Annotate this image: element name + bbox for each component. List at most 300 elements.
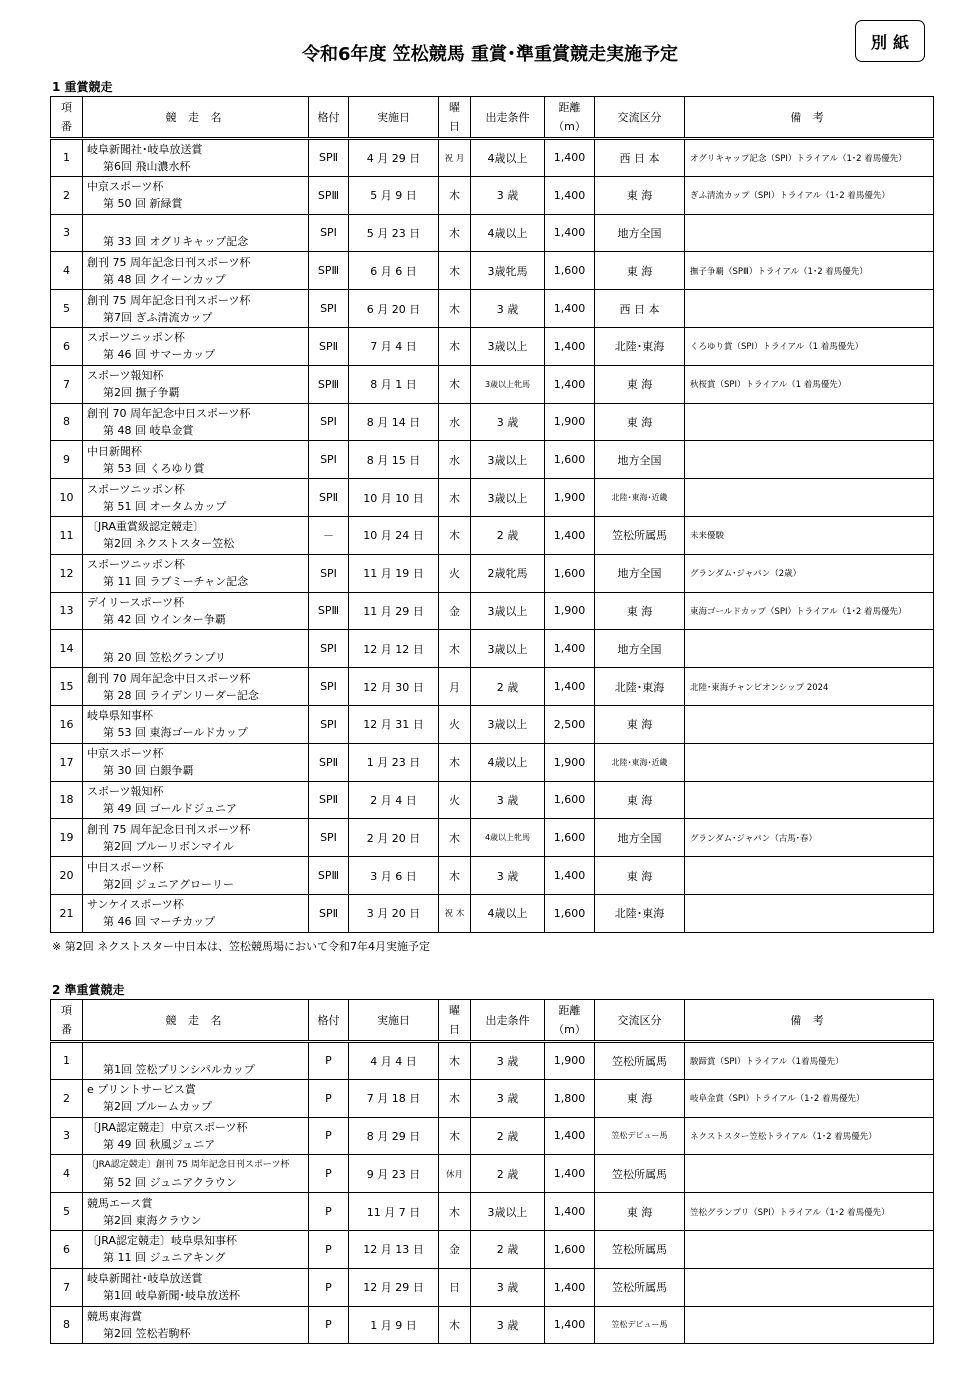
note-cell: 未来優駿	[685, 516, 934, 554]
page-title: 令和6年度 笠松競馬 重賞･準重賞競走実施予定	[301, 44, 679, 65]
exchange-cell: 北陸･東海･近畿	[595, 479, 685, 517]
race-name	[83, 1117, 309, 1155]
row-number: 5	[51, 1193, 83, 1231]
race-name	[83, 630, 309, 668]
header-distance: 距離 （m）	[545, 1000, 595, 1042]
date-cell: 1 月 9 日	[349, 1306, 439, 1344]
condition-cell: 4歳以上	[471, 214, 545, 252]
race-sponsor: 中日スポーツ杯	[87, 860, 164, 874]
race-name	[83, 327, 309, 365]
table-row	[51, 630, 934, 668]
row-number: 9	[51, 441, 83, 479]
grade-cell: SPⅢ	[309, 857, 349, 895]
race-title: 第1回 笠松プリンシパルカップ	[103, 1062, 255, 1076]
distance-cell: 1,400	[545, 1193, 595, 1231]
date-cell: 12 月 31 日	[349, 705, 439, 743]
row-number: 20	[51, 857, 83, 895]
attachment-badge: 別紙	[855, 20, 925, 62]
date-cell: 8 月 14 日	[349, 403, 439, 441]
race-sponsor	[87, 1044, 308, 1061]
weekday-cell: 休月	[439, 1155, 471, 1193]
row-number: 8	[51, 1306, 83, 1344]
row-number: 6	[51, 1230, 83, 1268]
distance-cell: 1,400	[545, 327, 595, 365]
condition-cell: 2 歳	[471, 668, 545, 706]
exchange-cell: 西 日 本	[595, 290, 685, 328]
date-cell: 8 月 29 日	[349, 1117, 439, 1155]
grade-cell: P	[309, 1306, 349, 1344]
condition-cell: 3歳以上	[471, 705, 545, 743]
race-title: 第 30 回 白銀争覇	[103, 764, 194, 778]
race-title: 第2回 撫子争覇	[103, 386, 180, 400]
date-cell: 2 月 4 日	[349, 781, 439, 819]
condition-cell: 3 歳	[471, 403, 545, 441]
date-cell: 8 月 15 日	[349, 441, 439, 479]
date-cell: 8 月 1 日	[349, 365, 439, 403]
race-title: 第 46 回 マーチカップ	[103, 915, 216, 929]
grade-cell: SPⅡ	[309, 894, 349, 932]
header-no: 項 番	[51, 97, 83, 139]
race-title: 第 11 回 ジュニアキング	[103, 1251, 226, 1265]
header-name: 競 走 名	[83, 1000, 309, 1042]
weekday-cell: 木	[439, 214, 471, 252]
exchange-cell: 笠松デビュー馬	[595, 1117, 685, 1155]
table-row	[51, 1079, 934, 1117]
race-name	[83, 743, 309, 781]
race-title: 第 48 回 岐阜金賞	[103, 423, 194, 437]
header-grade: 格付	[309, 1000, 349, 1042]
condition-cell: 3 歳	[471, 290, 545, 328]
exchange-cell: 北陸･東海	[595, 668, 685, 706]
header-exchange: 交流区分	[595, 1000, 685, 1042]
table-row	[51, 668, 934, 706]
exchange-cell: 北陸･東海	[595, 894, 685, 932]
exchange-cell: 地方全国	[595, 554, 685, 592]
date-cell: 6 月 20 日	[349, 290, 439, 328]
note-cell: 東海ゴールドカップ（SPⅠ）トライアル（1･2 着馬優先）	[685, 592, 934, 630]
race-sponsor: 岐阜新聞社･岐阜放送賞	[87, 1272, 203, 1286]
race-title: 第 53 回 くろゆり賞	[103, 461, 205, 475]
condition-cell: 3 歳	[471, 1079, 545, 1117]
row-number: 3	[51, 1117, 83, 1155]
race-sponsor: e プリントサービス賞	[87, 1083, 196, 1097]
race-title: 第 33 回 オグリキャップ記念	[103, 234, 249, 248]
table-row	[51, 705, 934, 743]
race-name	[83, 1042, 309, 1080]
exchange-cell: 笠松所属馬	[595, 1155, 685, 1193]
distance-cell: 1,400	[545, 365, 595, 403]
header-condition: 出走条件	[471, 1000, 545, 1042]
date-cell: 4 月 29 日	[349, 139, 439, 177]
date-cell: 3 月 20 日	[349, 894, 439, 932]
weekday-cell: 日	[439, 1268, 471, 1306]
grade-cell: SPⅠ	[309, 403, 349, 441]
date-cell: 4 月 4 日	[349, 1042, 439, 1080]
note-cell: 岐阜金賞（SPⅠ）トライアル（1･2 着馬優先）	[685, 1079, 934, 1117]
note-cell	[685, 403, 934, 441]
race-sponsor: 中日新聞杯	[87, 444, 142, 458]
exchange-cell: 西 日 本	[595, 139, 685, 177]
race-name	[83, 176, 309, 214]
grade-cell: SPⅡ	[309, 743, 349, 781]
date-cell: 11 月 19 日	[349, 554, 439, 592]
race-sponsor	[87, 216, 308, 233]
note-cell: くろゆり賞（SPⅠ）トライアル（1 着馬優先）	[685, 327, 934, 365]
row-number: 18	[51, 781, 83, 819]
condition-cell: 3歳以上	[471, 630, 545, 668]
table-row	[51, 290, 934, 328]
weekday-cell: 木	[439, 1042, 471, 1080]
note-cell	[685, 1306, 934, 1344]
table-row	[51, 743, 934, 781]
race-sponsor: 岐阜県知事杯	[87, 709, 153, 723]
weekday-cell: 木	[439, 290, 471, 328]
distance-cell: 1,400	[545, 214, 595, 252]
grade-cell: SPⅡ	[309, 781, 349, 819]
table-row	[51, 894, 934, 932]
exchange-cell: 地方全国	[595, 214, 685, 252]
grade-cell: SPⅠ	[309, 819, 349, 857]
weekday-cell: 木	[439, 1193, 471, 1231]
row-number: 15	[51, 668, 83, 706]
row-number: 21	[51, 894, 83, 932]
race-title: 第 52 回 ジュニアクラウン	[103, 1175, 237, 1189]
condition-cell: 3 歳	[471, 1306, 545, 1344]
condition-cell: 3 歳	[471, 176, 545, 214]
race-sponsor: 〔JRA重賞級認定競走〕	[87, 520, 204, 534]
weekday-cell: 月	[439, 668, 471, 706]
race-title: 第 28 回 ライデンリーダー記念	[103, 688, 259, 702]
race-name	[83, 894, 309, 932]
row-number: 11	[51, 516, 83, 554]
race-sponsor: スポーツニッポン杯	[87, 482, 185, 496]
race-sponsor: スポーツニッポン杯	[87, 558, 185, 572]
condition-cell: 3歳以上	[471, 441, 545, 479]
date-cell: 11 月 7 日	[349, 1193, 439, 1231]
weekday-cell: 木	[439, 516, 471, 554]
note-cell: 笠松グランプリ（SPⅠ）トライアル（1･2 着馬優先）	[685, 1193, 934, 1231]
table-row	[51, 1230, 934, 1268]
distance-cell: 1,900	[545, 743, 595, 781]
condition-cell: 2 歳	[471, 1155, 545, 1193]
header-condition: 出走条件	[471, 97, 545, 139]
exchange-cell: 東 海	[595, 176, 685, 214]
note-cell	[685, 441, 934, 479]
grade-cell: SPⅡ	[309, 327, 349, 365]
note-cell	[685, 743, 934, 781]
condition-cell: 3歳牝馬	[471, 252, 545, 290]
weekday-cell: 水	[439, 441, 471, 479]
race-sponsor: 創刊 75 周年記念日刊スポーツ杯	[87, 293, 251, 307]
row-number: 1	[51, 1042, 83, 1080]
condition-cell: 3歳以上牝馬	[471, 365, 545, 403]
date-cell: 12 月 12 日	[349, 630, 439, 668]
weekday-cell: 祝 木	[439, 894, 471, 932]
weekday-cell: 木	[439, 252, 471, 290]
distance-cell: 1,600	[545, 441, 595, 479]
date-cell: 12 月 29 日	[349, 1268, 439, 1306]
distance-cell: 1,900	[545, 1042, 595, 1080]
grade-cell: SPⅠ	[309, 554, 349, 592]
distance-cell: 1,600	[545, 819, 595, 857]
grade-cell: SPⅠ	[309, 668, 349, 706]
race-title: 第7回 ぎふ清流カップ	[103, 310, 213, 324]
distance-cell: 1,400	[545, 630, 595, 668]
grade-cell: P	[309, 1230, 349, 1268]
exchange-cell: 笠松デビュー馬	[595, 1306, 685, 1344]
distance-cell: 1,400	[545, 176, 595, 214]
race-sponsor: 中京スポーツ杯	[87, 180, 164, 194]
table-row	[51, 139, 934, 177]
weekday-cell: 木	[439, 1079, 471, 1117]
weekday-cell: 木	[439, 176, 471, 214]
race-name	[83, 252, 309, 290]
note-cell	[685, 1268, 934, 1306]
exchange-cell: 東 海	[595, 1193, 685, 1231]
exchange-cell: 北陸･東海･近畿	[595, 743, 685, 781]
exchange-cell: 東 海	[595, 781, 685, 819]
date-cell: 5 月 23 日	[349, 214, 439, 252]
table-row	[51, 592, 934, 630]
weekday-cell: 祝 月	[439, 139, 471, 177]
race-title: 第2回 東海クラウン	[103, 1213, 202, 1227]
condition-cell: 3歳以上	[471, 592, 545, 630]
grade-cell: P	[309, 1193, 349, 1231]
date-cell: 12 月 30 日	[349, 668, 439, 706]
race-sponsor: スポーツ報知杯	[87, 784, 164, 798]
row-number: 8	[51, 403, 83, 441]
exchange-cell: 地方全国	[595, 441, 685, 479]
table-row	[51, 554, 934, 592]
distance-cell: 1,600	[545, 252, 595, 290]
exchange-cell: 東 海	[595, 252, 685, 290]
section-heading-grade-races: 1 重賞競走	[52, 80, 113, 94]
table-row	[51, 516, 934, 554]
row-number: 4	[51, 252, 83, 290]
race-name	[83, 290, 309, 328]
footnote: ※ 第2回 ネクストスター中日本は、笠松競馬場において令和7年4月実施予定	[52, 940, 430, 953]
race-sponsor: 中京スポーツ杯	[87, 747, 164, 761]
weekday-cell: 木	[439, 1306, 471, 1344]
date-cell: 10 月 10 日	[349, 479, 439, 517]
grade-cell: SPⅠ	[309, 214, 349, 252]
row-number: 6	[51, 327, 83, 365]
exchange-cell: 東 海	[595, 592, 685, 630]
note-cell: グランダム･ジャパン（2歳）	[685, 554, 934, 592]
race-title: 第2回 ブルームカップ	[103, 1100, 212, 1114]
race-sponsor: 岐阜新聞社･岐阜放送賞	[87, 142, 203, 156]
table-row	[51, 252, 934, 290]
race-sponsor: 創刊 70 周年記念中日スポーツ杯	[87, 671, 251, 685]
note-cell	[685, 630, 934, 668]
weekday-cell: 金	[439, 592, 471, 630]
grade-cell: SPⅠ	[309, 705, 349, 743]
row-number: 5	[51, 290, 83, 328]
race-sponsor: 創刊 75 周年記念日刊スポーツ杯	[87, 255, 251, 269]
distance-cell: 1,400	[545, 1268, 595, 1306]
distance-cell: 1,900	[545, 592, 595, 630]
row-number: 19	[51, 819, 83, 857]
table-row	[51, 479, 934, 517]
date-cell: 10 月 24 日	[349, 516, 439, 554]
note-cell: ぎふ清流カップ（SPⅠ）トライアル（1･2 着馬優先）	[685, 176, 934, 214]
race-name	[83, 554, 309, 592]
grade-cell: SPⅡ	[309, 479, 349, 517]
row-number: 4	[51, 1155, 83, 1193]
race-name	[83, 479, 309, 517]
table-row	[51, 1117, 934, 1155]
note-cell	[685, 705, 934, 743]
weekday-cell: 金	[439, 1230, 471, 1268]
race-sponsor: 競馬エース賞	[87, 1196, 153, 1210]
condition-cell: 4歳以上牝馬	[471, 819, 545, 857]
section-heading-semi-grade-races: 2 準重賞競走	[52, 983, 125, 997]
distance-cell: 1,400	[545, 1306, 595, 1344]
header-distance: 距離 （m）	[545, 97, 595, 139]
header-note: 備 考	[685, 97, 934, 139]
table-row	[51, 1193, 934, 1231]
race-title: 第 46 回 サマーカップ	[103, 348, 216, 362]
condition-cell: 4歳以上	[471, 743, 545, 781]
date-cell: 12 月 13 日	[349, 1230, 439, 1268]
row-number: 1	[51, 139, 83, 177]
semi-grade-races-table	[50, 999, 934, 1344]
grade-cell: SPⅢ	[309, 176, 349, 214]
distance-cell: 1,600	[545, 894, 595, 932]
weekday-cell: 火	[439, 705, 471, 743]
date-cell: 7 月 4 日	[349, 327, 439, 365]
grade-cell: －	[309, 516, 349, 554]
grade-cell: SPⅠ	[309, 441, 349, 479]
exchange-cell: 東 海	[595, 1079, 685, 1117]
header-name: 競 走 名	[83, 97, 309, 139]
table-row	[51, 327, 934, 365]
race-sponsor	[87, 632, 308, 649]
race-sponsor: 〔JRA認定競走〕岐阜県知事杯	[87, 1234, 237, 1248]
note-cell	[685, 1230, 934, 1268]
exchange-cell: 笠松所属馬	[595, 1042, 685, 1080]
date-cell: 9 月 23 日	[349, 1155, 439, 1193]
race-name	[83, 1306, 309, 1344]
distance-cell: 1,400	[545, 290, 595, 328]
race-title: 第2回 笠松若駒杯	[103, 1326, 191, 1340]
table-row	[51, 176, 934, 214]
race-name	[83, 441, 309, 479]
grade-cell: P	[309, 1155, 349, 1193]
note-cell	[685, 857, 934, 895]
table-row	[51, 819, 934, 857]
header-date: 実施日	[349, 97, 439, 139]
header-note: 備 考	[685, 1000, 934, 1042]
race-name	[83, 1155, 309, 1193]
race-title: 第 50 回 新緑賞	[103, 197, 183, 211]
race-sponsor: スポーツ報知杯	[87, 369, 164, 383]
distance-cell: 1,400	[545, 1155, 595, 1193]
row-number: 16	[51, 705, 83, 743]
table-row	[51, 365, 934, 403]
distance-cell: 1,600	[545, 1230, 595, 1268]
date-cell: 1 月 23 日	[349, 743, 439, 781]
exchange-cell: 東 海	[595, 365, 685, 403]
header-no: 項 番	[51, 1000, 83, 1042]
condition-cell: 2歳牝馬	[471, 554, 545, 592]
race-name	[83, 403, 309, 441]
race-name	[83, 819, 309, 857]
row-number: 12	[51, 554, 83, 592]
row-number: 2	[51, 1079, 83, 1117]
exchange-cell: 笠松所属馬	[595, 1268, 685, 1306]
race-name	[83, 705, 309, 743]
distance-cell: 1,800	[545, 1079, 595, 1117]
note-cell	[685, 479, 934, 517]
exchange-cell: 笠松所属馬	[595, 1230, 685, 1268]
weekday-cell: 木	[439, 365, 471, 403]
row-number: 2	[51, 176, 83, 214]
weekday-cell: 木	[439, 857, 471, 895]
condition-cell: 2 歳	[471, 1117, 545, 1155]
distance-cell: 1,900	[545, 479, 595, 517]
distance-cell: 1,600	[545, 781, 595, 819]
condition-cell: 2 歳	[471, 1230, 545, 1268]
table-row	[51, 857, 934, 895]
header-day: 曜 日	[439, 97, 471, 139]
note-cell: 北陸･東海チャンピオンシップ 2024	[685, 668, 934, 706]
table-row	[51, 1155, 934, 1193]
grade-cell: P	[309, 1079, 349, 1117]
race-sponsor: サンケイスポーツ杯	[87, 898, 184, 912]
race-name	[83, 592, 309, 630]
race-title: 第2回 ネクストスター笠松	[103, 537, 235, 551]
race-title: 第2回 ブルーリボンマイル	[103, 839, 234, 853]
condition-cell: 3歳以上	[471, 1193, 545, 1231]
note-cell	[685, 214, 934, 252]
note-cell: 撫子争覇（SPⅢ）トライアル（1･2 着馬優先）	[685, 252, 934, 290]
distance-cell: 1,400	[545, 139, 595, 177]
weekday-cell: 木	[439, 1117, 471, 1155]
race-title: 第 49 回 秋風ジュニア	[103, 1137, 216, 1151]
grade-cell: SPⅡ	[309, 139, 349, 177]
note-cell	[685, 894, 934, 932]
date-cell: 6 月 6 日	[349, 252, 439, 290]
grade-races-table	[50, 96, 934, 933]
race-title: 第2回 ジュニアグローリー	[103, 877, 234, 891]
race-title: 第 20 回 笠松グランプリ	[103, 650, 227, 664]
exchange-cell: 北陸･東海	[595, 327, 685, 365]
race-title: 第6回 飛山濃水杯	[103, 159, 191, 173]
date-cell: 2 月 20 日	[349, 819, 439, 857]
weekday-cell: 木	[439, 630, 471, 668]
race-name	[83, 1079, 309, 1117]
distance-cell: 2,500	[545, 705, 595, 743]
note-cell: 秋桜賞（SPⅠ）トライアル（1 着馬優先）	[685, 365, 934, 403]
distance-cell: 1,400	[545, 857, 595, 895]
note-cell	[685, 1155, 934, 1193]
race-name	[83, 857, 309, 895]
distance-cell: 1,400	[545, 1117, 595, 1155]
weekday-cell: 水	[439, 403, 471, 441]
date-cell: 11 月 29 日	[349, 592, 439, 630]
condition-cell: 4歳以上	[471, 139, 545, 177]
race-title: 第 53 回 東海ゴールドカップ	[103, 726, 248, 740]
race-name	[83, 365, 309, 403]
date-cell: 3 月 6 日	[349, 857, 439, 895]
weekday-cell: 木	[439, 819, 471, 857]
race-sponsor: デイリースポーツ杯	[87, 595, 185, 609]
condition-cell: 3歳以上	[471, 479, 545, 517]
exchange-cell: 地方全国	[595, 819, 685, 857]
note-cell: オグリキャップ記念（SPⅠ）トライアル（1･2 着馬優先）	[685, 139, 934, 177]
row-number: 17	[51, 743, 83, 781]
